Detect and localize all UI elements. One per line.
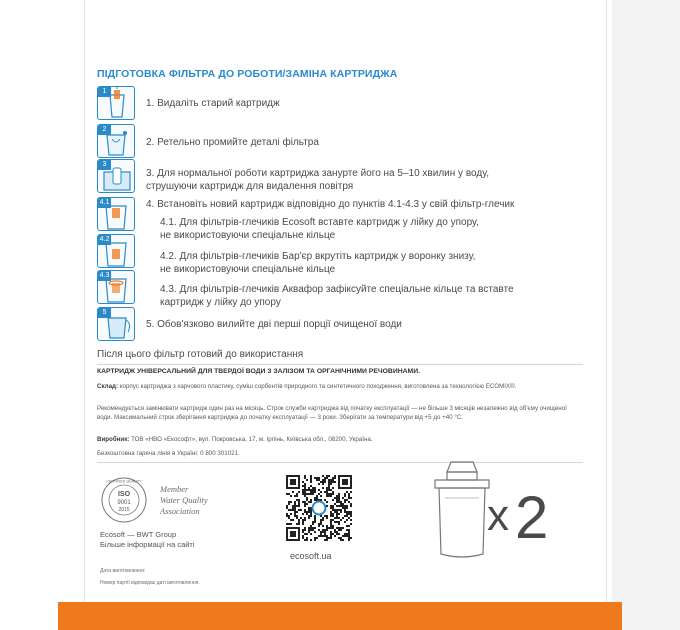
manufacturer-text: ТОВ «НВО «Екософт», вул. Покровська, 17, м. Ірпінь, Київська обл., 08200, Україна. — [131, 436, 373, 443]
step-4-2-icon — [97, 234, 135, 268]
step-number-badge: 5 — [98, 308, 111, 318]
remove-cartridge-icon — [98, 87, 135, 120]
step-4-text: 4. Встановіть новий картридж відповідно до пунктів 4.1-4.3 у свій фільтр-глечик — [146, 199, 515, 210]
substep-4-3-line1: 4.3. Для фільтрів-глечиків Аквафор зафіксуйте спеціальне кільце та вставте — [160, 284, 514, 295]
step-4-3-icon — [97, 270, 135, 304]
step-4-1-icon — [97, 197, 135, 231]
step-number-badge: 4.2 — [99, 236, 110, 243]
seal-year-text: 2015 — [118, 507, 130, 513]
substep-4-2-line2: не використовуючи спеціальне кільце — [160, 264, 336, 275]
bwt-line1: Ecosoft — BWT Group — [100, 530, 177, 539]
info-heading: КАРТРИДЖ УНІВЕРСАЛЬНИЙ ДЛЯ ТВЕРДОЇ ВОДИ З ЗАЛІЗОМ ТА ОРГАНІЧНИМИ РЕЧОВИНАМИ. — [97, 368, 420, 375]
step-number-badge: 1 — [98, 87, 111, 97]
manufacturer-paragraph — [97, 436, 583, 445]
step-2-icon — [97, 124, 135, 158]
step-5-text: 5. Обов'язково вилийте дві перші порції очищеної води — [146, 319, 402, 330]
step-number-badge: 4.3 — [99, 272, 110, 279]
seal-ring-text: CERTIFIED QUALITY — [106, 479, 142, 484]
seal-standard-text: 9001 — [117, 500, 131, 506]
bottom-orange-band — [58, 602, 622, 630]
step-3-text-line1: 3. Для нормальної роботи картриджа занурте його на 5–10 хвилин у воду, — [146, 168, 489, 179]
substep-4-1-line2: не використовуючи спеціальне кільце — [160, 230, 336, 241]
multiply-sign: x — [487, 491, 509, 540]
step-number-badge: 3 — [98, 160, 111, 170]
step-number-badge: 4.1 — [99, 199, 110, 206]
qr-code-icon — [286, 475, 352, 541]
wqa-line1: Member — [160, 484, 189, 494]
composition-paragraph — [97, 383, 583, 392]
quantity-indicator — [487, 484, 549, 551]
step-3-icon — [97, 159, 135, 193]
ecosoft-pitcher-icon — [98, 198, 135, 231]
page-margin-left — [0, 0, 84, 630]
page-margin-right — [612, 0, 680, 630]
wqa-line3: Association — [160, 506, 200, 516]
page-title: ПІДГОТОВКА ФІЛЬТРА ДО РОБОТИ/ЗАМІНА КАРТРИДЖА — [97, 68, 398, 80]
website-text: ecosoft.ua — [290, 551, 332, 561]
step-number-badge: 2 — [98, 125, 111, 135]
composition-text: корпус картриджа з харчового пластику, суміш сорбентів природного та синтетичного походження, виготовлена за технологією ECOMIX®. — [119, 383, 517, 390]
bwt-line2: Більше інформації на сайті — [100, 540, 195, 549]
aquaphor-pitcher-icon — [98, 271, 135, 304]
quantity-count: 2 — [515, 484, 549, 551]
barrier-pitcher-icon — [98, 235, 135, 268]
substep-4-3-line2: картридж у лійку до упору — [160, 297, 281, 308]
manufacture-date-label: Дата виготовлення: — [100, 568, 146, 574]
substep-4-1-line1: 4.1. Для фільтрів-глечиків Ecosoft вставте картридж у лійку до упору, — [160, 217, 479, 228]
step-3-text-line2: струшуючи картридж для видалення повітря — [146, 181, 354, 192]
divider — [97, 462, 583, 463]
bwt-group-note — [100, 530, 195, 550]
pour-water-icon — [98, 308, 135, 341]
hotline-text: Безкоштовна гаряча лінія в Україні: 0 800 301021. — [97, 450, 240, 457]
wash-parts-icon — [98, 125, 135, 158]
batch-number-note: Номер партії відповідає даті виготовлення. — [100, 580, 200, 586]
seal-iso-text: ISO — [117, 491, 131, 498]
recommendation-paragraph: Рекомендується замінювати картридж один раз на місяць. Строк служби картриджа від початку експлуатації — не більше 3 місяців незалежно від об'єму очищеної води. Максимальний строк зберігання картриджа до початку експлуатації — 3 роки. Зберігати за температури від +5 до +40 °С. — [97, 405, 567, 421]
cartridge-info-heading — [97, 368, 583, 377]
soak-cartridge-icon — [98, 160, 135, 193]
substep-4-2-line1: 4.2. Для фільтрів-глечиків Бар'єр вкрутіть картридж у воронку знизу, — [160, 251, 476, 262]
ready-message: Після цього фільтр готовий до використання — [97, 349, 304, 360]
composition-label: Склад: — [97, 383, 119, 390]
step-1-text: 1. Видаліть старий картридж — [146, 98, 280, 109]
wqa-membership — [160, 484, 208, 517]
divider — [97, 364, 583, 365]
step-5-icon — [97, 307, 135, 341]
step-2-text: 2. Ретельно промийте деталі фільтра — [146, 137, 319, 148]
step-1-icon — [97, 86, 135, 120]
iso-certification-seal-icon — [100, 476, 148, 524]
wqa-line2: Water Quality — [160, 495, 208, 505]
manufacturer-label: Виробник: — [97, 436, 130, 443]
